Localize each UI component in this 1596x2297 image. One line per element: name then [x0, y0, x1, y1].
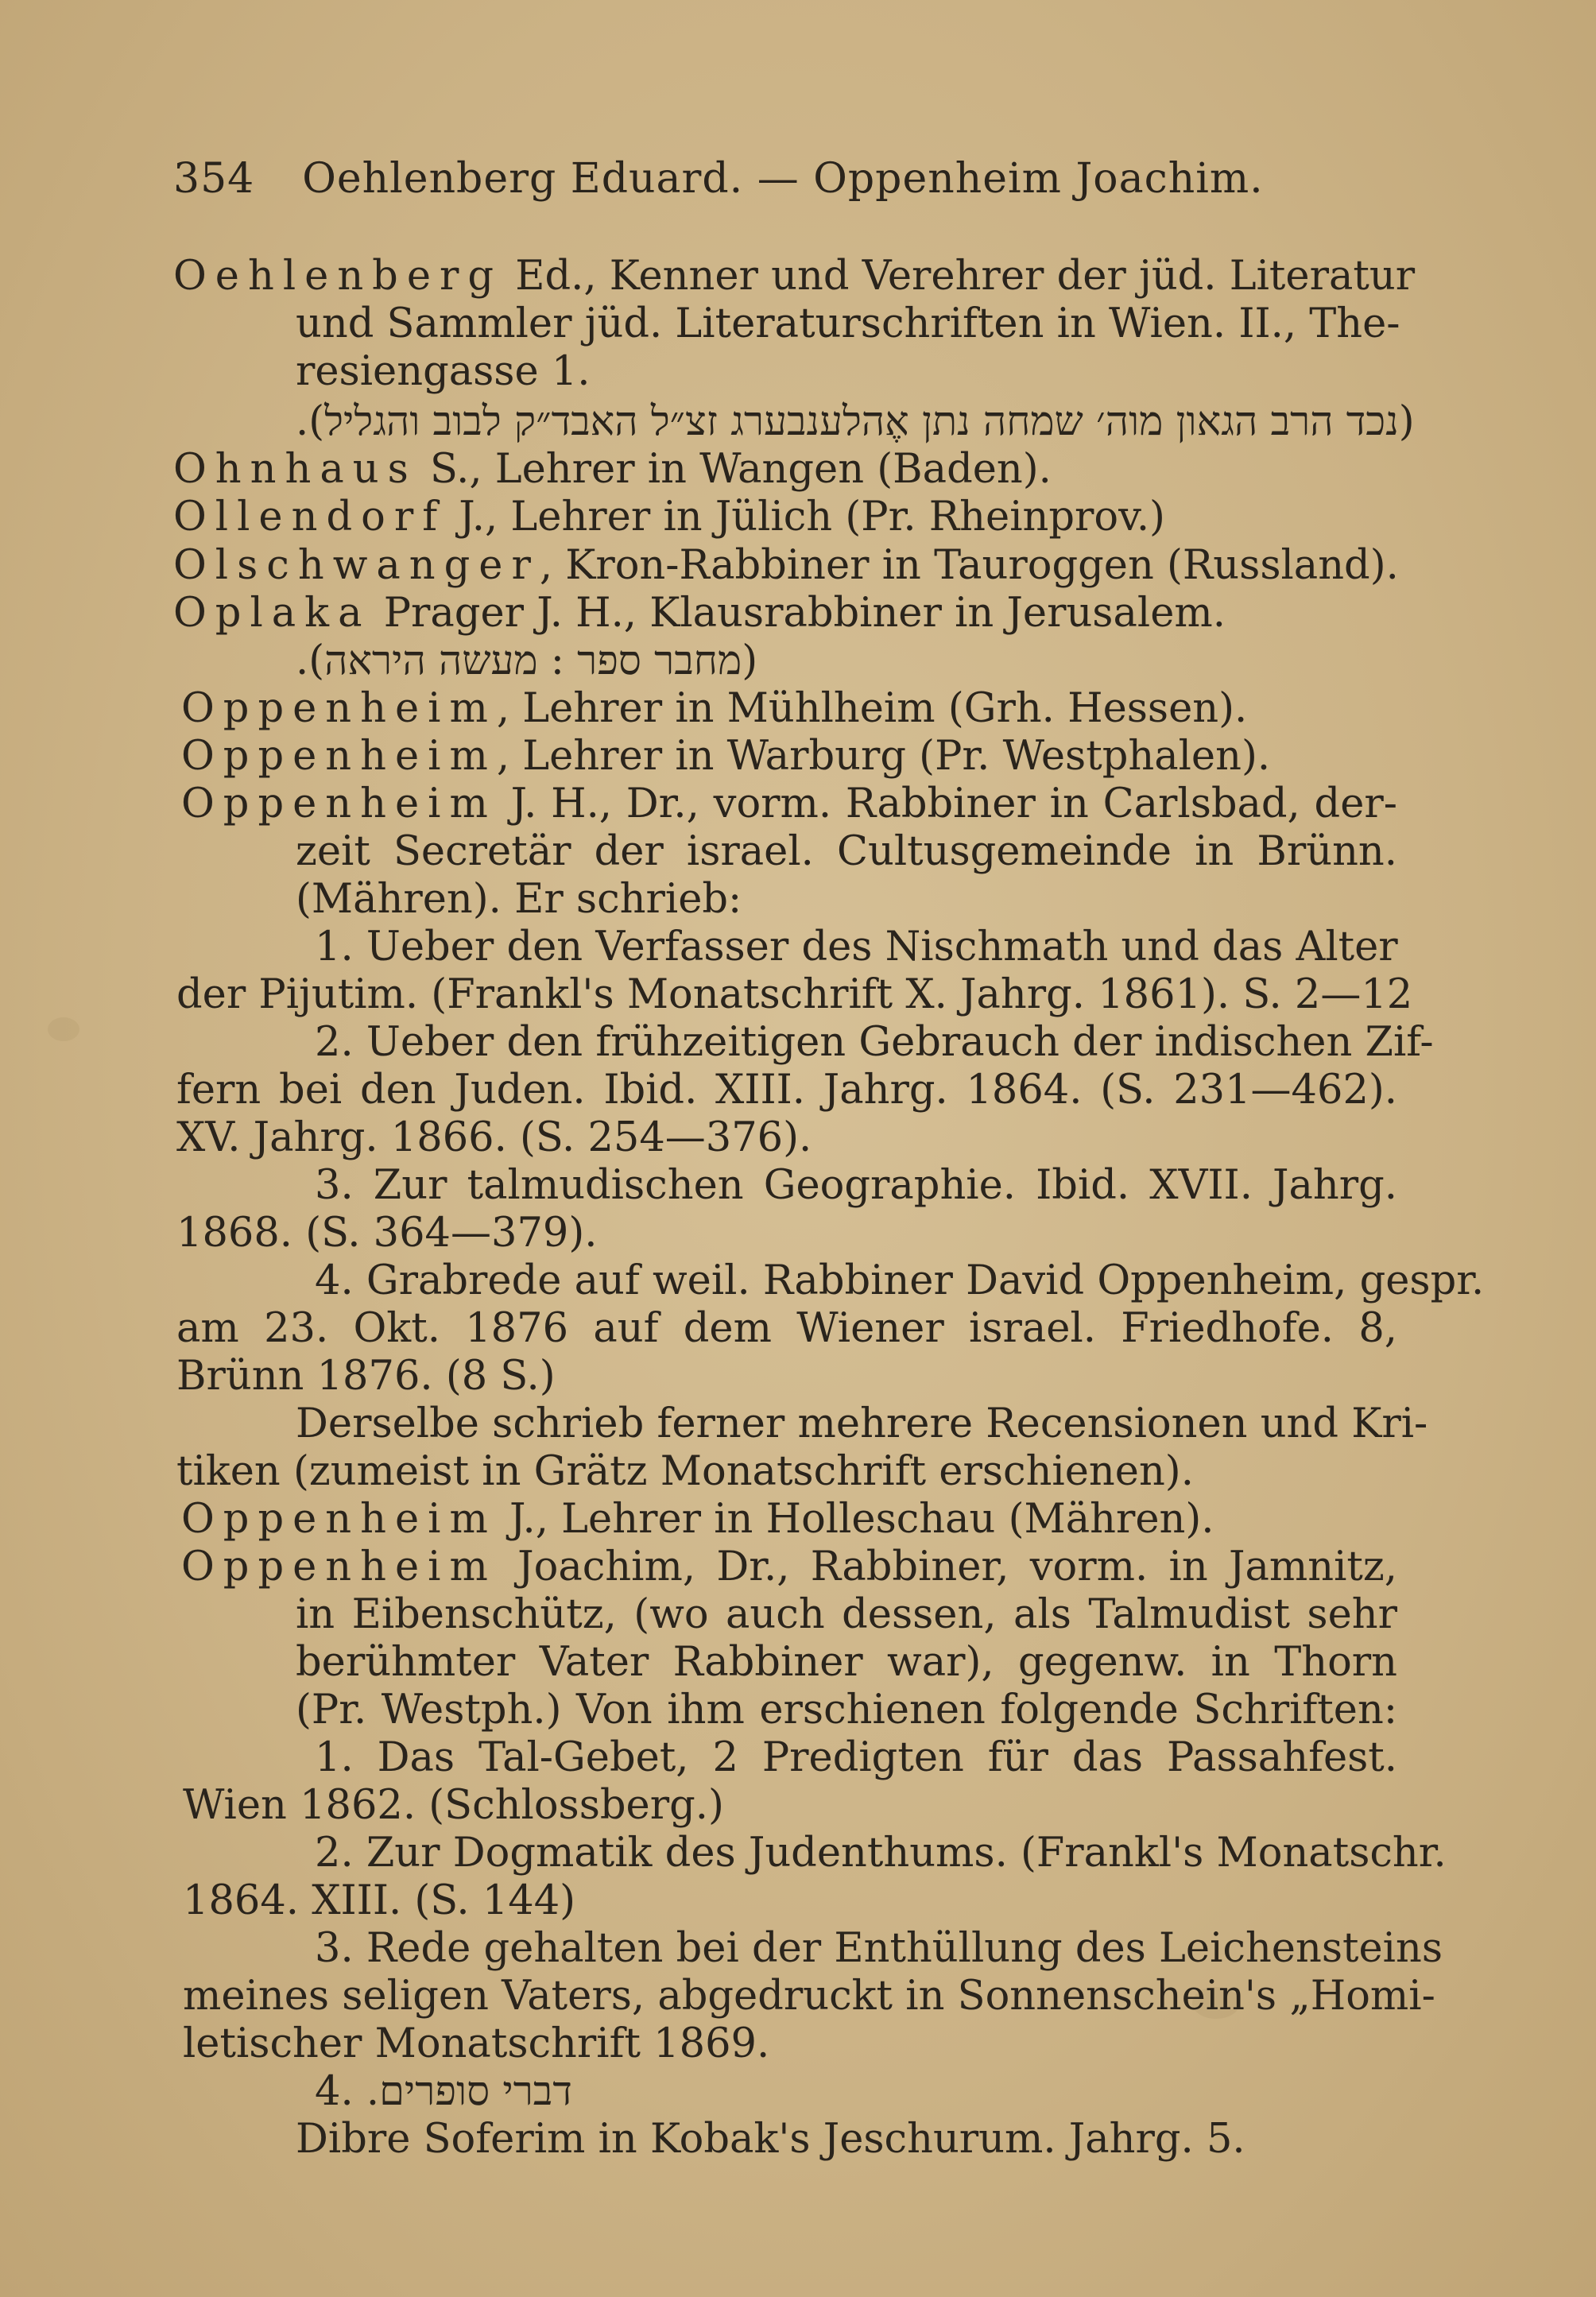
entry-name: Oppenheim	[181, 1496, 497, 1543]
entry-oppenheim-warburg	[181, 733, 1271, 780]
entry-oppenheim-joachim	[181, 1544, 1397, 1590]
text-line: letischer Monatschrift 1869.	[183, 2020, 770, 2067]
text-line: am 23. Okt. 1876 auf dem Wiener israel. Friedhofe. 8,	[176, 1305, 1397, 1352]
text-line: Wien 1862. (Schlossberg.)	[183, 1782, 724, 1829]
entry-text: , Kron-Rabbiner in Tauroggen (Russland).	[539, 542, 1399, 589]
text-line: zeit Secretär der israel. Cultusgemeinde in Brünn.	[296, 828, 1397, 875]
text-line: tiken (zumeist in Grätz Monatschrift erschienen).	[176, 1448, 1194, 1495]
text-line: 2. Zur Dogmatik des Judenthums. (Frankl's Monatschr.	[315, 1830, 1447, 1877]
entry-ohnhaus	[173, 446, 1052, 493]
entry-name: Oppenheim	[181, 733, 497, 780]
entry-name: Oehlenberg	[173, 253, 503, 300]
text-line: 3. Zur talmudischen Geographie. Ibid. XVII. Jahrg.	[315, 1162, 1397, 1209]
text-line: und Sammler jüd. Literaturschriften in Wien. II., The-	[296, 300, 1400, 347]
entry-name: Ollendorf	[173, 494, 447, 540]
text-line: XV. Jahrg. 1866. (S. 254—376).	[176, 1114, 812, 1161]
item-number: 4.	[315, 2068, 354, 2115]
running-header	[173, 155, 1264, 203]
text-line: 2. Ueber den frühzeitigen Gebrauch der indischen Zif-	[315, 1019, 1434, 1066]
hebrew-line	[296, 398, 1415, 445]
entry-oehlenberg-line-1	[173, 253, 1416, 300]
entry-name: Olschwanger	[173, 542, 540, 589]
text-line: berühmter Vater Rabbiner war), gegenw. in Thorn	[296, 1639, 1397, 1686]
entry-text: Ed., Kenner und Verehrer der jüd. Literatur	[502, 253, 1416, 300]
entry-olschwanger	[173, 542, 1399, 589]
entry-oplaka	[173, 590, 1226, 637]
entry-oppenheim-muehlheim	[181, 685, 1248, 732]
text-line: in Eibenschütz, (wo auch dessen, als Talmudist sehr	[296, 1591, 1397, 1638]
page-number: 354	[173, 155, 255, 203]
text-line: 4. Grabrede auf weil. Rabbiner David Oppenheim, gespr.	[315, 1257, 1485, 1304]
hebrew-text: (נכד הרב הגאון מוה׳ שמחה נתן אֶהלענבערג זצ״ל האבד״ק לבוב והגליל).	[296, 398, 1415, 445]
entry-text: J., Lehrer in Holleschau (Mähren).	[496, 1496, 1214, 1543]
text-line: 1. Ueber den Verfasser des Nischmath und das Alter	[315, 924, 1398, 970]
entry-text: Joachim, Dr., Rabbiner, vorm. in Jamnitz,	[496, 1544, 1397, 1590]
entry-text: , Lehrer in Warburg (Pr. Westphalen).	[496, 733, 1271, 780]
text-line: (Mähren). Er schrieb:	[296, 876, 742, 923]
text-line: der Pijutim. (Frankl's Monatschrift X. Jahrg. 1861). S. 2—12	[176, 971, 1413, 1018]
text-line: 1. Das Tal-Gebet, 2 Predigten für das Passahfest.	[315, 1734, 1397, 1781]
entry-text: J., Lehrer in Jülich (Pr. Rheinprov.)	[446, 494, 1165, 540]
entry-name: Oppenheim	[181, 1544, 497, 1590]
entry-name: Oppenheim	[181, 781, 497, 827]
hebrew-line	[296, 637, 758, 684]
entry-name: Oppenheim	[181, 685, 497, 732]
text-line: Dibre Soferim in Kobak's Jeschurum. Jahrg. 5.	[296, 2116, 1245, 2163]
entry-oppenheim-jh	[181, 781, 1397, 827]
text-line: 1864. XIII. (S. 144)	[183, 1877, 576, 1924]
text-line: Derselbe schrieb ferner mehrere Recensionen und Kri-	[296, 1400, 1428, 1447]
running-title: Oehlenberg Eduard. — Oppenheim Joachim.	[302, 155, 1264, 203]
entry-ollendorf	[173, 494, 1165, 540]
text-line: resiengasse 1.	[296, 348, 591, 395]
text-line: Brünn 1876. (8 S.)	[176, 1353, 556, 1400]
entry-name: Oplaka	[173, 590, 371, 637]
text-line: fern bei den Juden. Ibid. XIII. Jahrg. 1864. (S. 231—462).	[176, 1067, 1397, 1114]
paper-stain	[48, 1017, 79, 1041]
entry-name: Ohnhaus	[173, 446, 417, 493]
text-line: meines seligen Vaters, abgedruckt in Sonnenschein's „Homi-	[183, 1973, 1435, 2020]
hebrew-text: (מחבר ספר : מעשה היראה).	[296, 637, 758, 684]
entry-text: , Lehrer in Mühlheim (Grh. Hessen).	[496, 685, 1248, 732]
entry-text: S., Lehrer in Wangen (Baden).	[416, 446, 1052, 493]
text-line: 3. Rede gehalten bei der Enthüllung des Leichensteins	[315, 1925, 1443, 1972]
hebrew-text: דברי סופרים.	[366, 2068, 572, 2115]
entry-text: Prager J. H., Klausrabbiner in Jerusalem.	[370, 590, 1226, 637]
entry-text: J. H., Dr., vorm. Rabbiner in Carlsbad, der-	[496, 781, 1397, 827]
hebrew-item	[315, 2068, 572, 2115]
text-line: (Pr. Westph.) Von ihm erschienen folgende Schriften:	[296, 1687, 1397, 1733]
text-line: 1868. (S. 364—379).	[176, 1210, 598, 1257]
entry-oppenheim-holleschau	[181, 1496, 1214, 1543]
